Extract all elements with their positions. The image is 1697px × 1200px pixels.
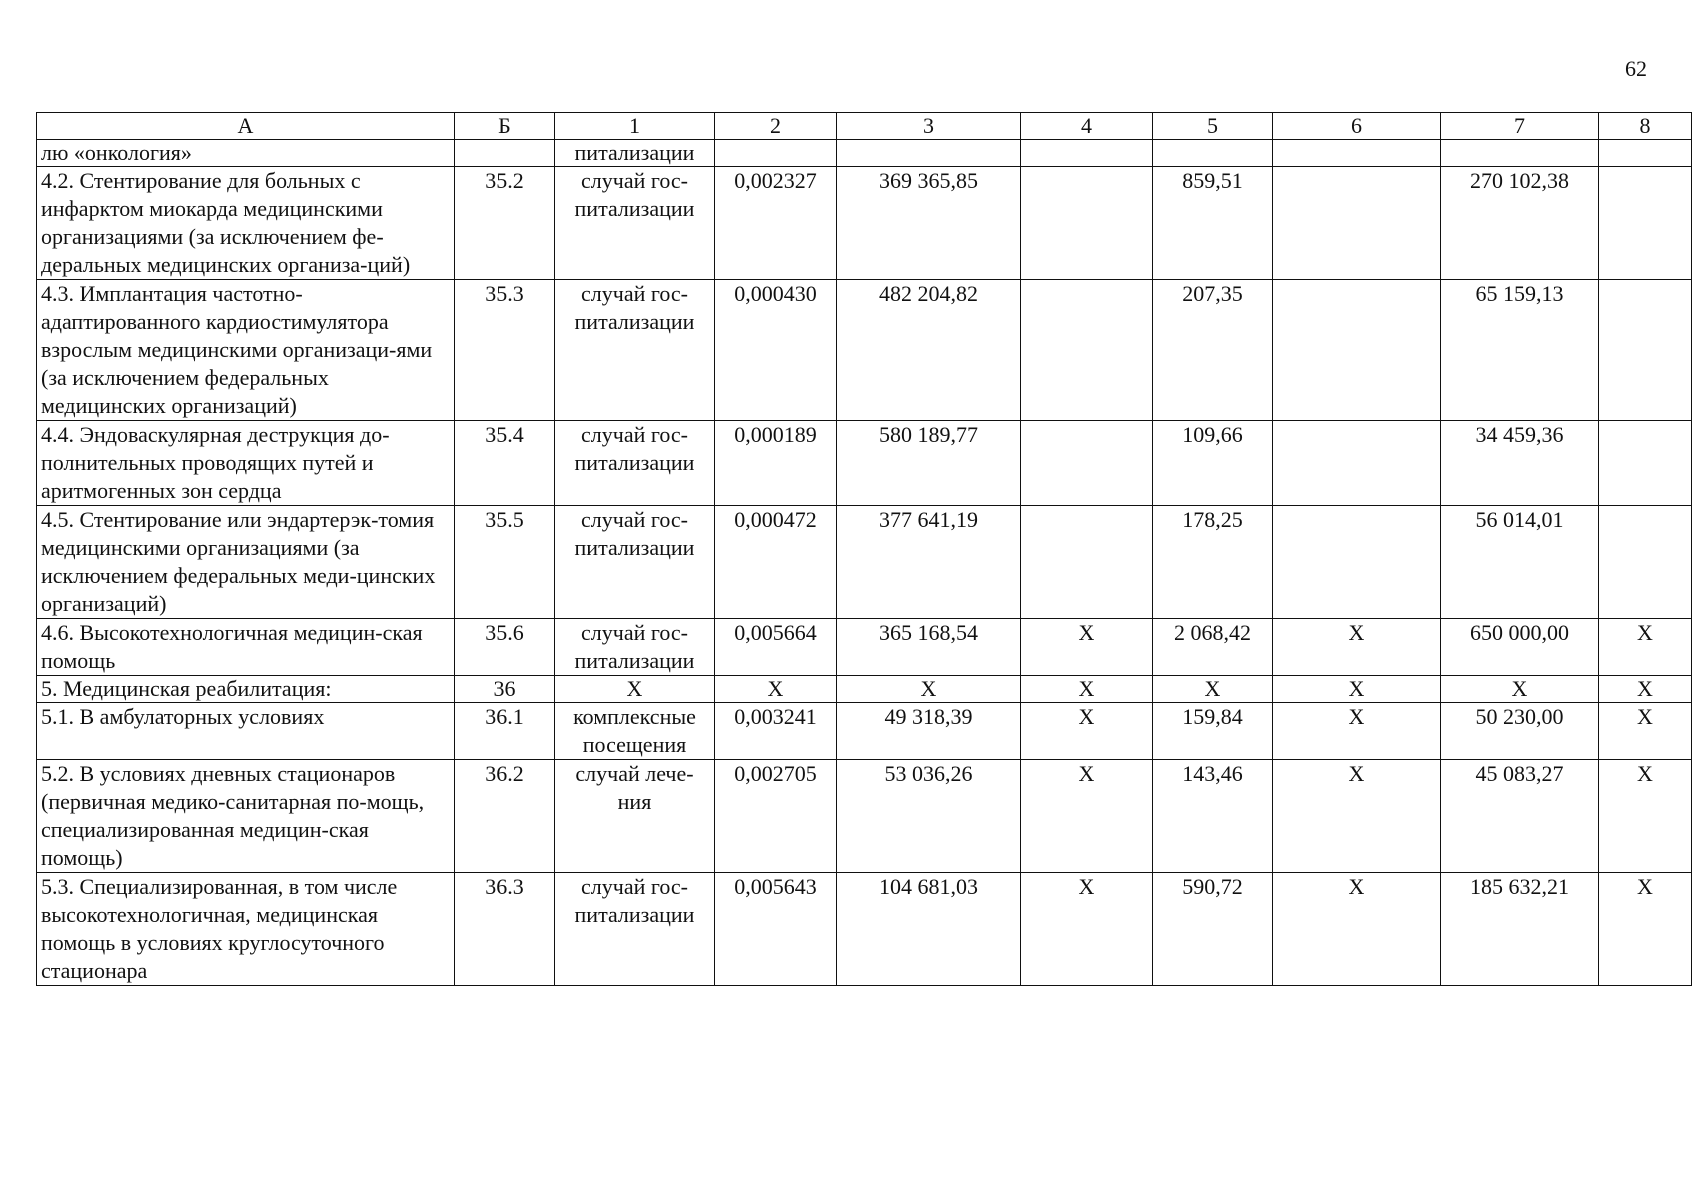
cell-col2 — [715, 140, 837, 167]
cell-col7: 45 083,27 — [1441, 760, 1599, 873]
table-row — [37, 167, 1692, 280]
row-unit: случай гос-питализации — [555, 421, 715, 506]
row-code: 36.2 — [455, 760, 555, 873]
cell-col4 — [1021, 167, 1153, 280]
cell-col2: 0,002705 — [715, 760, 837, 873]
row-name: 5.2. В условиях дневных стационаров (первичная медико-санитарная по-мощь, специализированная медицин-ская помощь) — [37, 760, 455, 873]
cell-col6: X — [1273, 703, 1441, 760]
row-unit: случай гос-питализации — [555, 506, 715, 619]
table-row — [37, 506, 1692, 619]
cell-col6: X — [1273, 760, 1441, 873]
cell-col4: X — [1021, 760, 1153, 873]
cell-col7: X — [1441, 676, 1599, 703]
header-cell: А — [37, 113, 455, 140]
cell-col3: 104 681,03 — [837, 873, 1021, 986]
cell-col4: X — [1021, 873, 1153, 986]
row-name: 5.3. Специализированная, в том числе высокотехнологичная, медицинская помощь в условиях круглосуточного стационара — [37, 873, 455, 986]
cell-col5: 109,66 — [1153, 421, 1273, 506]
row-unit: случай гос-питализации — [555, 619, 715, 676]
cell-col6 — [1273, 167, 1441, 280]
cell-col3: 365 168,54 — [837, 619, 1021, 676]
header-cell: 5 — [1153, 113, 1273, 140]
cell-col2: X — [715, 676, 837, 703]
cell-col4 — [1021, 140, 1153, 167]
row-unit: случай лече-ния — [555, 760, 715, 873]
cell-col7 — [1441, 140, 1599, 167]
row-code: 36 — [455, 676, 555, 703]
cell-col6: X — [1273, 873, 1441, 986]
row-name: 4.3. Имплантация частотно-адаптированного кардиостимулятора взрослым медицинскими организаци-ями (за исключением федеральных медицинских организаций) — [37, 280, 455, 421]
table-row — [37, 619, 1692, 676]
row-name: 5.1. В амбулаторных условиях — [37, 703, 455, 760]
cell-col5: X — [1153, 676, 1273, 703]
cell-col3 — [837, 140, 1021, 167]
header-cell: 3 — [837, 113, 1021, 140]
cell-col8: X — [1599, 676, 1692, 703]
cell-col8: X — [1599, 873, 1692, 986]
table-row — [37, 703, 1692, 760]
cell-col8 — [1599, 280, 1692, 421]
cell-col4: X — [1021, 703, 1153, 760]
cell-col3: 580 189,77 — [837, 421, 1021, 506]
cell-col2: 0,003241 — [715, 703, 837, 760]
row-name: 4.2. Стентирование для больных с инфарктом миокарда медицинскими организациями (за исключением фе-деральных медицинских организа-ций) — [37, 167, 455, 280]
row-name: 5. Медицинская реабилитация: — [37, 676, 455, 703]
cell-col2: 0,002327 — [715, 167, 837, 280]
row-code: 35.2 — [455, 167, 555, 280]
cell-col2: 0,000430 — [715, 280, 837, 421]
cell-col6: X — [1273, 676, 1441, 703]
table-row — [37, 280, 1692, 421]
page-number: 62 — [1625, 56, 1647, 81]
header-cell: 7 — [1441, 113, 1599, 140]
cell-col7: 50 230,00 — [1441, 703, 1599, 760]
row-code: 36.3 — [455, 873, 555, 986]
data-table — [36, 112, 1692, 986]
cell-col7: 56 014,01 — [1441, 506, 1599, 619]
cell-col3: 49 318,39 — [837, 703, 1021, 760]
cell-col7: 185 632,21 — [1441, 873, 1599, 986]
header-cell: 4 — [1021, 113, 1153, 140]
cell-col4 — [1021, 421, 1153, 506]
cell-col4: X — [1021, 676, 1153, 703]
cell-col3: 53 036,26 — [837, 760, 1021, 873]
table-row — [37, 873, 1692, 986]
row-name: лю «онкология» — [37, 140, 455, 167]
cell-col4: X — [1021, 619, 1153, 676]
cell-col5: 159,84 — [1153, 703, 1273, 760]
cell-col7: 65 159,13 — [1441, 280, 1599, 421]
cell-col6 — [1273, 140, 1441, 167]
header-cell: 6 — [1273, 113, 1441, 140]
cell-col5: 590,72 — [1153, 873, 1273, 986]
cell-col2: 0,000472 — [715, 506, 837, 619]
cell-col3: 377 641,19 — [837, 506, 1021, 619]
cell-col7: 34 459,36 — [1441, 421, 1599, 506]
cell-col6 — [1273, 506, 1441, 619]
cell-col6 — [1273, 421, 1441, 506]
row-unit: случай гос-питализации — [555, 280, 715, 421]
row-code: 35.3 — [455, 280, 555, 421]
cell-col3: 482 204,82 — [837, 280, 1021, 421]
cell-col3: 369 365,85 — [837, 167, 1021, 280]
cell-col2: 0,005664 — [715, 619, 837, 676]
cell-col8: X — [1599, 703, 1692, 760]
cell-col5: 178,25 — [1153, 506, 1273, 619]
row-code: 35.5 — [455, 506, 555, 619]
cell-col6 — [1273, 280, 1441, 421]
row-code: 36.1 — [455, 703, 555, 760]
cell-col5 — [1153, 140, 1273, 167]
row-name: 4.5. Стентирование или эндартерэк-томия медицинскими организациями (за исключением федеральных меди-цинских организаций) — [37, 506, 455, 619]
row-unit: X — [555, 676, 715, 703]
row-code — [455, 140, 555, 167]
table-row — [37, 140, 1692, 167]
header-cell: 1 — [555, 113, 715, 140]
header-cell: 8 — [1599, 113, 1692, 140]
cell-col8: X — [1599, 760, 1692, 873]
cell-col4 — [1021, 506, 1153, 619]
cell-col4 — [1021, 280, 1153, 421]
table-row — [37, 421, 1692, 506]
row-name: 4.4. Эндоваскулярная деструкция до-полнительных проводящих путей и аритмогенных зон сердца — [37, 421, 455, 506]
cell-col5: 207,35 — [1153, 280, 1273, 421]
cell-col5: 2 068,42 — [1153, 619, 1273, 676]
cell-col8: X — [1599, 619, 1692, 676]
row-unit: комплексные посещения — [555, 703, 715, 760]
row-code: 35.6 — [455, 619, 555, 676]
header-cell: Б — [455, 113, 555, 140]
cell-col6: X — [1273, 619, 1441, 676]
cell-col2: 0,000189 — [715, 421, 837, 506]
table-row — [37, 760, 1692, 873]
cell-col3: X — [837, 676, 1021, 703]
row-name: 4.6. Высокотехнологичная медицин-ская помощь — [37, 619, 455, 676]
row-unit: случай гос-питализации — [555, 167, 715, 280]
row-code: 35.4 — [455, 421, 555, 506]
header-cell: 2 — [715, 113, 837, 140]
cell-col8 — [1599, 421, 1692, 506]
cell-col8 — [1599, 167, 1692, 280]
table-row — [37, 676, 1692, 703]
cell-col7: 650 000,00 — [1441, 619, 1599, 676]
row-unit: случай гос-питализации — [555, 873, 715, 986]
cell-col5: 143,46 — [1153, 760, 1273, 873]
cell-col8 — [1599, 506, 1692, 619]
cell-col5: 859,51 — [1153, 167, 1273, 280]
row-unit: питализации — [555, 140, 715, 167]
cell-col2: 0,005643 — [715, 873, 837, 986]
cell-col7: 270 102,38 — [1441, 167, 1599, 280]
header-row — [37, 113, 1692, 140]
cell-col8 — [1599, 140, 1692, 167]
